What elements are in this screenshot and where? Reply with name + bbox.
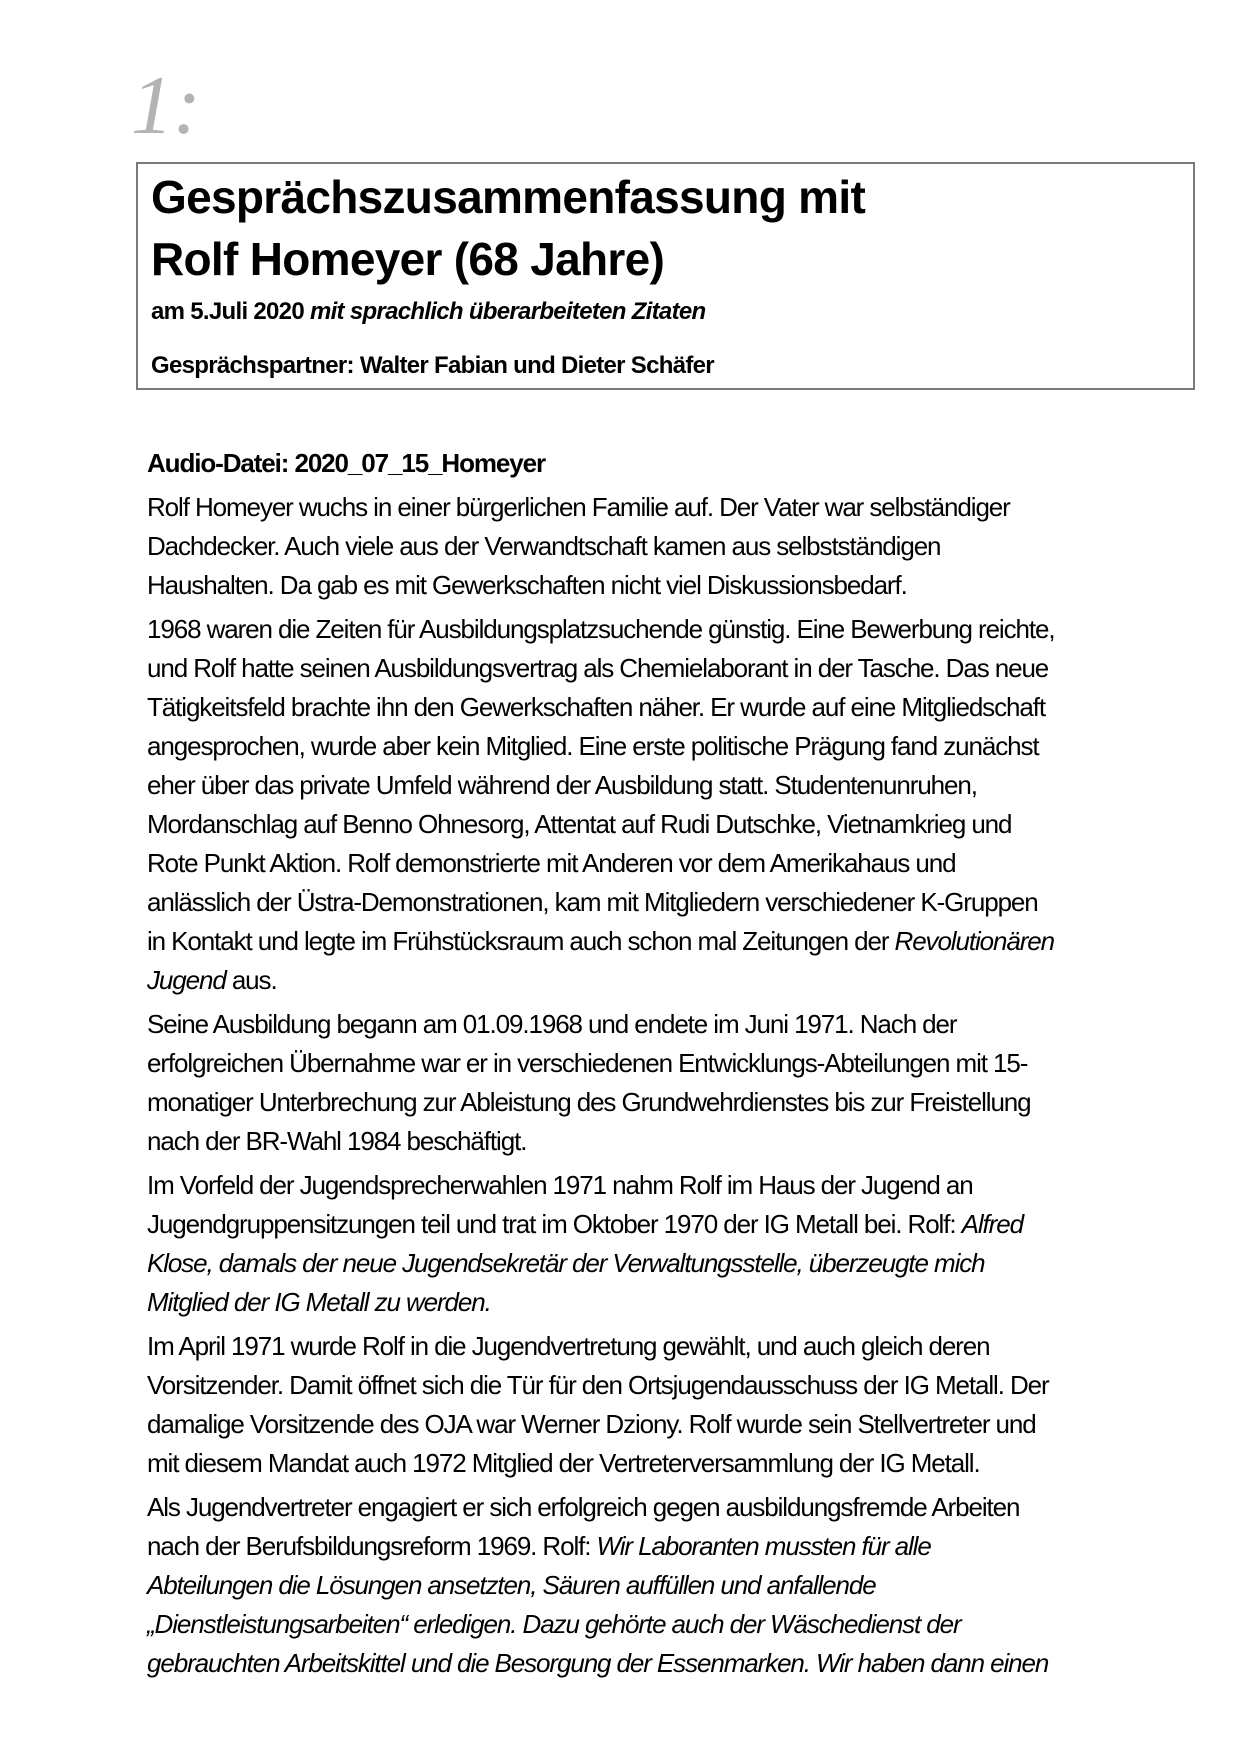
text-run: Rolf Homeyer wuchs in einer bürgerlichen Familie auf. Der Vater war selbständiger — [147, 492, 1010, 522]
paragraph — [147, 1327, 1207, 1483]
text-run: monatiger Unterbrechung zur Ableistung des Grundwehrdienstes bis zur Freistellung — [147, 1087, 1031, 1117]
text-line — [147, 805, 1207, 844]
text-line — [147, 649, 1207, 688]
text-run: anlässlich der Üstra-Demonstrationen, kam mit Mitgliedern verschiedener K-Gruppen — [147, 887, 1038, 917]
doc-subtitle-note: mit sprachlich überarbeiteten Zitaten — [309, 298, 706, 325]
text-line — [147, 766, 1207, 805]
doc-title-line1: Gesprächszusammenfassung mit — [151, 171, 866, 223]
text-run: eher über das private Umfeld während der Ausbildung statt. Studentenunruhen, — [147, 770, 977, 800]
text-line — [147, 610, 1207, 649]
text-line — [147, 922, 1207, 961]
text-run: Im April 1971 wurde Rolf in die Jugendvertretung gewählt, und auch gleich deren — [147, 1331, 990, 1361]
text-run: nach der BR-Wahl 1984 beschäftigt. — [147, 1126, 527, 1156]
text-run: nach der Berufsbildungsreform 1969. Rolf: — [147, 1531, 597, 1561]
italic-run: „Dienstleistungsarbeiten“ erledigen. Dazu gehörte auch der Wäschedienst der — [147, 1609, 961, 1639]
text-line — [147, 488, 1207, 527]
text-line — [147, 1405, 1207, 1444]
text-run: angesprochen, wurde aber kein Mitglied. Eine erste politische Prägung fand zunächst — [147, 731, 1039, 761]
text-run: Dachdecker. Auch viele aus der Verwandtschaft kamen aus selbstständigen — [147, 531, 941, 561]
text-run: in Kontakt und legte im Frühstücksraum auch schon mal Zeitungen der — [147, 926, 895, 956]
text-run: Rote Punkt Aktion. Rolf demonstrierte mit Anderen vor dem Amerikahaus und — [147, 848, 956, 878]
italic-run: Alfred — [961, 1209, 1023, 1239]
text-line — [147, 1244, 1207, 1283]
audio-file-label: Audio-Datei: 2020_07_15_Homeyer — [147, 448, 545, 478]
text-line — [147, 727, 1207, 766]
text-run: Im Vorfeld der Jugendsprecherwahlen 1971 nahm Rolf im Haus der Jugend an — [147, 1170, 973, 1200]
text-run: Haushalten. Da gab es mit Gewerkschaften nicht viel Diskussionsbedarf. — [147, 570, 907, 600]
paragraph — [147, 488, 1207, 605]
paragraph — [147, 1005, 1207, 1161]
text-line — [147, 1205, 1207, 1244]
text-line — [147, 1644, 1207, 1683]
text-line — [147, 1566, 1207, 1605]
text-line — [147, 1444, 1207, 1483]
italic-run: Abteilungen die Lösungen ansetzten, Säuren auffüllen und anfallende — [147, 1570, 876, 1600]
body-paragraphs — [147, 488, 1207, 1683]
paragraph — [147, 1166, 1207, 1322]
text-run: erfolgreichen Übernahme war er in verschiedenen Entwicklungs-Abteilungen mit 15- — [147, 1048, 1028, 1078]
text-line — [147, 1527, 1207, 1566]
text-run: damalige Vorsitzende des OJA war Werner Dziony. Rolf wurde sein Stellvertreter und — [147, 1409, 1036, 1439]
paragraph — [147, 1488, 1207, 1683]
text-line — [147, 844, 1207, 883]
italic-run: Jugend — [147, 965, 226, 995]
paragraph — [147, 610, 1207, 1000]
doc-body — [147, 444, 1207, 1688]
doc-subtitle-date: am 5.Juli 2020 — [151, 298, 310, 325]
text-line — [147, 1044, 1207, 1083]
text-run: Als Jugendvertreter engagiert er sich erfolgreich gegen ausbildungsfremde Arbeiten — [147, 1492, 1020, 1522]
text-run: und Rolf hatte seinen Ausbildungsvertrag als Chemielaborant in der Tasche. Das neue — [147, 653, 1049, 683]
text-line — [147, 566, 1207, 605]
text-line — [147, 1083, 1207, 1122]
text-run: Jugendgruppensitzungen teil und trat im Oktober 1970 der IG Metall bei. Rolf: — [147, 1209, 962, 1239]
doc-subtitle — [151, 295, 1183, 329]
text-run: 1968 waren die Zeiten für Ausbildungsplatzsuchende günstig. Eine Bewerbung reichte, — [147, 614, 1055, 644]
partners-line: Gesprächspartner: Walter Fabian und Dieter Schäfer — [151, 352, 714, 379]
text-run: aus. — [225, 965, 277, 995]
italic-run: Mitglied der IG Metall zu werden. — [147, 1287, 491, 1317]
italic-run: Revolutionären — [894, 926, 1055, 956]
text-run: Vorsitzender. Damit öffnet sich die Tür für den Ortsjugendausschuss der IG Metall. Der — [147, 1370, 1049, 1400]
text-line — [147, 961, 1207, 1000]
doc-title-line2: Rolf Homeyer (68 Jahre) — [151, 233, 665, 285]
text-line — [147, 1605, 1207, 1644]
text-line — [147, 527, 1207, 566]
italic-run: gebrauchten Arbeitskittel und die Besorgung der Essenmarken. Wir haben dann einen — [147, 1648, 1049, 1678]
italic-run: Wir Laboranten mussten für alle — [596, 1531, 931, 1561]
italic-run: Klose, damals der neue Jugendsekretär der Verwaltungsstelle, überzeugte mich — [147, 1248, 985, 1278]
text-line — [147, 1327, 1207, 1366]
text-line — [147, 883, 1207, 922]
text-line — [147, 1488, 1207, 1527]
text-line — [147, 1122, 1207, 1161]
text-run: Seine Ausbildung begann am 01.09.1968 und endete im Juni 1971. Nach der — [147, 1009, 957, 1039]
text-line — [147, 1166, 1207, 1205]
text-run: Mordanschlag auf Benno Ohnesorg, Attentat auf Rudi Dutschke, Vietnamkrieg und — [147, 809, 1012, 839]
text-line — [147, 1005, 1207, 1044]
text-line — [147, 688, 1207, 727]
text-line — [147, 1366, 1207, 1405]
page-number: 1: — [131, 59, 201, 152]
text-run: mit diesem Mandat auch 1972 Mitglied der Vertreterversammlung der IG Metall. — [147, 1448, 980, 1478]
header-box — [136, 162, 1195, 390]
text-line — [147, 1283, 1207, 1322]
text-run: Tätigkeitsfeld brachte ihn den Gewerkschaften näher. Er wurde auf eine Mitgliedschaft — [147, 692, 1045, 722]
